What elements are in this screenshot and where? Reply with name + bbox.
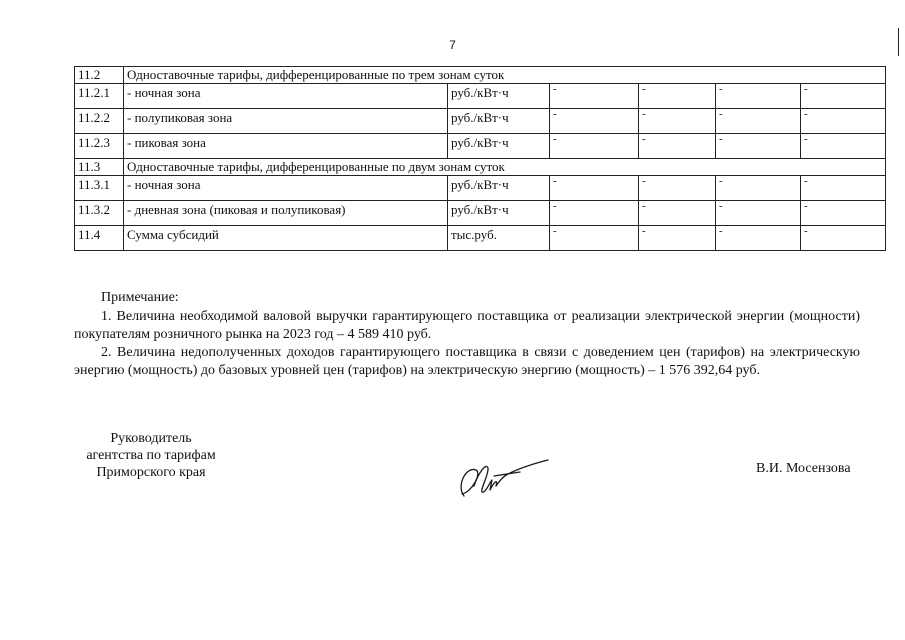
note-item: 2. Величина недополученных доходов гарантирующего поставщика в связи с доведением цен (тарифов) на электрическую энергию (мощность) до базовых уровней цен (тарифов) на электрическую энергию (мощность) – 1 576 392,64 руб. <box>74 345 860 378</box>
value-cell: - <box>550 134 639 159</box>
notes-heading: Примечание: <box>101 290 179 305</box>
signatory-title-line: Руководитель <box>110 431 192 446</box>
value-cell: - <box>550 84 639 109</box>
value-cell: - <box>716 176 801 201</box>
row-name: - дневная зона (пиковая и полупиковая) <box>124 201 448 226</box>
value-cell: - <box>639 201 716 226</box>
row-name: - пиковая зона <box>124 134 448 159</box>
value-cell: - <box>716 134 801 159</box>
note-item: 1. Величина необходимой валовой выручки гарантирующего поставщика от реализации электрической энергии (мощности) покупателям розничного рынка на 2023 год – 4 589 410 руб. <box>74 309 860 342</box>
row-unit: руб./кВт·ч <box>448 134 550 159</box>
value-cell: - <box>716 109 801 134</box>
signatory-name: В.И. Мосензова <box>756 461 851 476</box>
page-number: 7 <box>449 38 456 52</box>
signatory-title-line: Приморского края <box>96 465 206 480</box>
table-row <box>75 109 886 134</box>
row-unit: руб./кВт·ч <box>448 84 550 109</box>
value-cell: - <box>550 201 639 226</box>
value-cell: - <box>801 226 886 251</box>
notes-block <box>74 289 860 380</box>
value-cell: - <box>716 226 801 251</box>
value-cell: - <box>801 84 886 109</box>
row-unit: руб./кВт·ч <box>448 201 550 226</box>
row-number: 11.3 <box>75 159 124 176</box>
row-number: 11.2.2 <box>75 109 124 134</box>
row-name: - полупиковая зона <box>124 109 448 134</box>
row-number: 11.2.3 <box>75 134 124 159</box>
table-row-section <box>75 67 886 84</box>
row-number: 11.3.1 <box>75 176 124 201</box>
value-cell: - <box>716 201 801 226</box>
row-unit: руб./кВт·ч <box>448 109 550 134</box>
value-cell: - <box>801 134 886 159</box>
value-cell: - <box>639 226 716 251</box>
table-row <box>75 84 886 109</box>
value-cell: - <box>801 201 886 226</box>
value-cell: - <box>550 176 639 201</box>
row-unit: тыс.руб. <box>448 226 550 251</box>
table-row <box>75 226 886 251</box>
value-cell: - <box>550 226 639 251</box>
value-cell: - <box>639 109 716 134</box>
row-number: 11.4 <box>75 226 124 251</box>
value-cell: - <box>639 134 716 159</box>
value-cell: - <box>639 176 716 201</box>
tariff-table <box>74 66 886 251</box>
row-number: 11.3.2 <box>75 201 124 226</box>
row-number: 11.2 <box>75 67 124 84</box>
table-row <box>75 201 886 226</box>
section-title: Одноставочные тарифы, дифференцированные по двум зонам суток <box>124 159 886 176</box>
value-cell: - <box>716 84 801 109</box>
row-number: 11.2.1 <box>75 84 124 109</box>
page-edge-mark <box>898 28 899 56</box>
handwritten-signature <box>452 456 552 502</box>
table-row-section <box>75 159 886 176</box>
table-row <box>75 134 886 159</box>
value-cell: - <box>639 84 716 109</box>
signatory-title-line: агентства по тарифам <box>86 448 216 463</box>
row-name: - ночная зона <box>124 176 448 201</box>
table-row <box>75 176 886 201</box>
value-cell: - <box>801 176 886 201</box>
row-unit: руб./кВт·ч <box>448 176 550 201</box>
section-title: Одноставочные тарифы, дифференцированные по трем зонам суток <box>124 67 886 84</box>
row-name: - ночная зона <box>124 84 448 109</box>
value-cell: - <box>801 109 886 134</box>
row-name: Сумма субсидий <box>124 226 448 251</box>
signatory-title <box>76 430 226 481</box>
value-cell: - <box>550 109 639 134</box>
